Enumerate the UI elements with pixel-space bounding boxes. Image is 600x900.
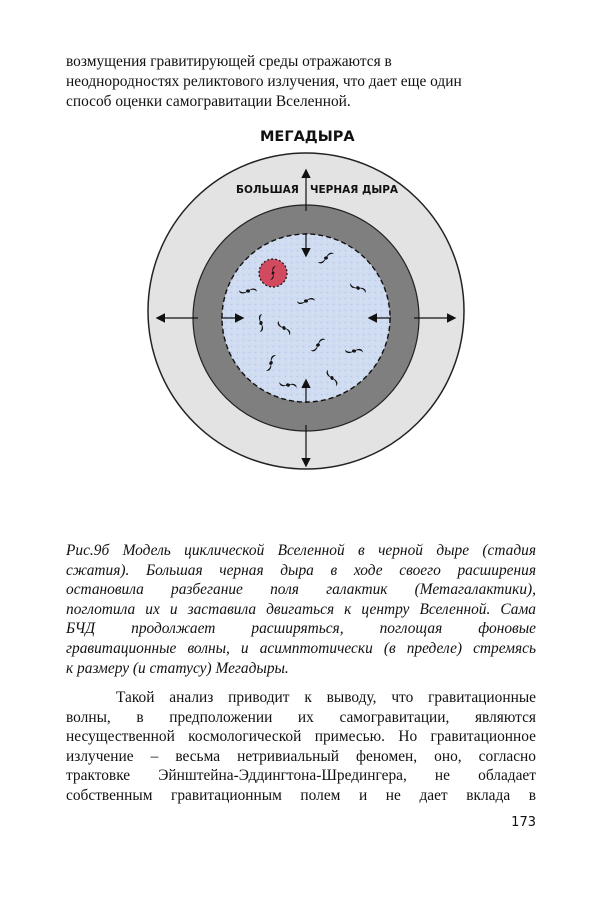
text-line: неоднородностях реликтового излучения, что дает еще один <box>66 73 462 90</box>
top-paragraph <box>66 52 536 112</box>
black-hole-label-right: ЧЕРНАЯ ДЫРА <box>310 184 399 196</box>
caption-line: сжатия). Большая черная дыра в ходе своего расширения <box>66 561 536 579</box>
body-paragraph <box>66 688 536 806</box>
text-line: трактовке Эйнштейна-Эддингтона-Шредингера, не обладает <box>66 767 536 785</box>
text-line: волны, в предположении их самогравитации, являются <box>66 708 536 726</box>
megahole-label: МЕГАДЫРА <box>260 129 355 145</box>
figure-caption <box>66 541 536 678</box>
text-line: излучение – весьма нетривиальный феномен, оно, согласно <box>66 747 536 765</box>
text-line: способ оценки самогравитации Вселенной. <box>66 93 351 110</box>
caption-line: остановила разбегание поля галактик (Метагалактики), <box>66 581 536 599</box>
caption-line: БЧД продолжает расширяться, поглощая фоновые <box>66 620 536 638</box>
black-hole-label-left: БОЛЬШАЯ <box>236 184 299 196</box>
text-line: несущественной космологической примесью. Но гравитационное <box>66 728 536 746</box>
galaxy-field <box>222 234 390 402</box>
red-galaxy-icon <box>259 259 287 287</box>
caption-line: к размеру (и статусу) Мегадыры. <box>66 659 289 677</box>
megahole-figure <box>146 123 466 523</box>
caption-line: Рис.9б Модель циклической Вселенной в черной дыре (стадия <box>66 542 536 559</box>
caption-line: гравитационные волны, и асимптотически (в пределе) стремясь <box>66 639 536 657</box>
page-number: 173 <box>511 815 536 830</box>
caption-line: поглотила их и заставила двигаться к центру Вселенной. Сама <box>66 600 536 618</box>
text-line: Такой анализ приводит к выводу, что гравитационные <box>116 689 536 706</box>
text-line: возмущения гравитирующей среды отражаются в <box>66 53 392 70</box>
text-line: собственным гравитационным полем и не дает вклада в <box>66 786 536 804</box>
